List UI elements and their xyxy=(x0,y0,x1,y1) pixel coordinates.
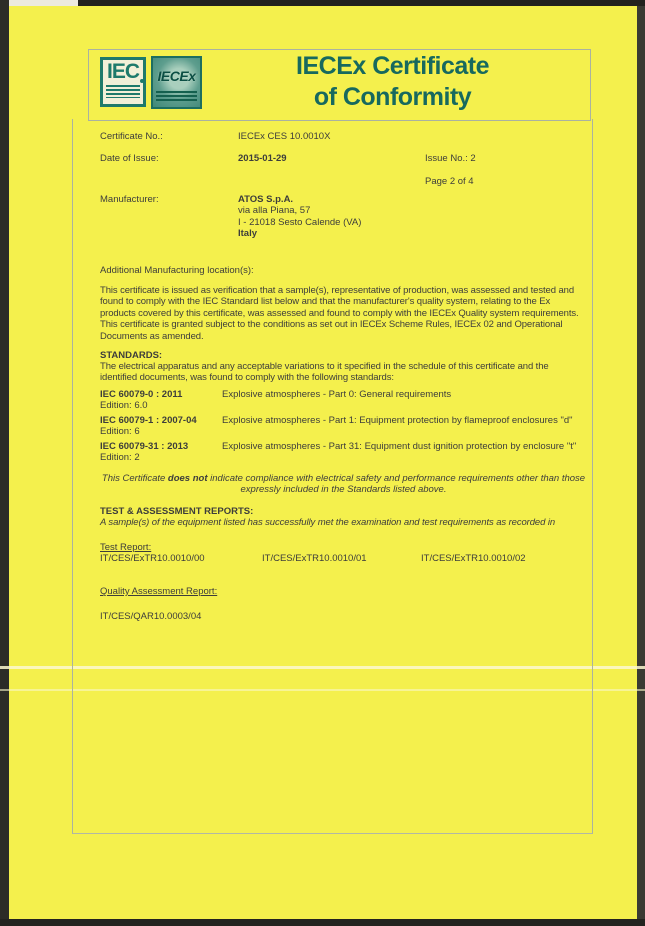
iecex-logo-stripes xyxy=(156,91,197,102)
additional-locations-label: Additional Manufacturing location(s): xyxy=(100,265,254,276)
standard-edition: Edition: 6.0 xyxy=(100,400,148,412)
test-reports-intro: A sample(s) of the equipment listed has successfully met the examination and test requirements as recorded in xyxy=(100,517,556,528)
standard-row xyxy=(100,441,587,464)
test-report-1: IT/CES/ExTR10.0010/00 xyxy=(100,553,205,564)
manufacturer-addr1: via alla Piana, 57 xyxy=(238,205,311,217)
standard-edition: Edition: 2 xyxy=(100,452,140,464)
test-report-label: Test Report: xyxy=(100,542,152,553)
standard-description: Explosive atmospheres - Part 1: Equipment protection by flameproof enclosures "d" xyxy=(222,415,573,426)
certification-paragraph: This certificate is issued as verification that a sample(s), representative of production, was assessed and tested and found to comply with the IEC Standard list below and that the manufacturer's quality system, relating to the Ex products covered by this certificate, was assessed and found to comply with the IECEx Quality system requirements. This certificate is granted subject to the conditions as set out in IECEx Scheme Rules, IECEx 02 and Operational Documents as amended. xyxy=(100,285,579,342)
standard-code: IEC 60079-1 : 2007-04 xyxy=(100,415,197,426)
scan-edge-top-light xyxy=(9,0,78,6)
scan-edge-left xyxy=(0,0,9,926)
certificate-no-value: IECEx CES 10.0010X xyxy=(238,131,331,142)
iecex-logo-icon xyxy=(151,56,202,109)
manufacturer-label: Manufacturer: xyxy=(100,194,159,205)
page-no: Page 2 of 4 xyxy=(425,176,474,187)
standard-description: Explosive atmospheres - Part 0: General requirements xyxy=(222,389,452,400)
standard-row xyxy=(100,415,587,438)
test-report-2: IT/CES/ExTR10.0010/01 xyxy=(262,553,367,564)
title-line-1: IECEx Certificate xyxy=(296,52,489,80)
standards-heading: STANDARDS: xyxy=(100,350,163,361)
date-of-issue-value: 2015-01-29 xyxy=(238,153,287,164)
iec-logo-icon xyxy=(100,57,146,107)
certificate-title xyxy=(205,51,580,113)
iec-logo-stripes xyxy=(106,85,140,98)
standard-edition: Edition: 6 xyxy=(100,426,140,438)
disclaimer-post: indicate compliance with electrical safety and performance requirements other than those expressly included in the Standards listed above. xyxy=(207,473,586,496)
manufacturer-addr3: Italy xyxy=(238,228,258,240)
standard-row xyxy=(100,389,587,412)
iecex-logo-text: IECEx xyxy=(157,68,196,84)
qar-label: Quality Assessment Report: xyxy=(100,586,218,597)
manufacturer-address xyxy=(238,194,361,240)
iec-logo-text: IEC xyxy=(103,60,143,84)
qar-value: IT/CES/QAR10.0003/04 xyxy=(100,611,202,622)
disclaimer-bold: does not xyxy=(167,473,208,484)
standards-list xyxy=(100,389,587,467)
title-line-2: of Conformity xyxy=(313,83,472,111)
scan-edge-top xyxy=(78,0,645,6)
standard-code: IEC 60079-31 : 2013 xyxy=(100,441,189,452)
certificate-no-label: Certificate No.: xyxy=(100,131,163,142)
disclaimer-pre: This Certificate xyxy=(101,473,168,484)
test-reports-heading: TEST & ASSESSMENT REPORTS: xyxy=(100,506,254,517)
issue-no: Issue No.: 2 xyxy=(425,153,476,164)
disclaimer-note xyxy=(100,473,587,496)
manufacturer-name: ATOS S.p.A. xyxy=(238,194,294,205)
standards-intro: The electrical apparatus and any acceptable variations to it specified in the schedule of this certificate and the identified documents, was found to comply with the following standards: xyxy=(100,361,549,384)
scan-edge-right xyxy=(637,0,645,926)
standard-code: IEC 60079-0 : 2011 xyxy=(100,389,183,400)
date-of-issue-label: Date of Issue: xyxy=(100,153,159,164)
manufacturer-addr2: I - 21018 Sesto Calende (VA) xyxy=(238,216,362,228)
scan-edge-bottom xyxy=(0,919,645,926)
test-report-3: IT/CES/ExTR10.0010/02 xyxy=(421,553,526,564)
standard-description: Explosive atmospheres - Part 31: Equipment dust ignition protection by enclosure "t" xyxy=(222,441,577,452)
